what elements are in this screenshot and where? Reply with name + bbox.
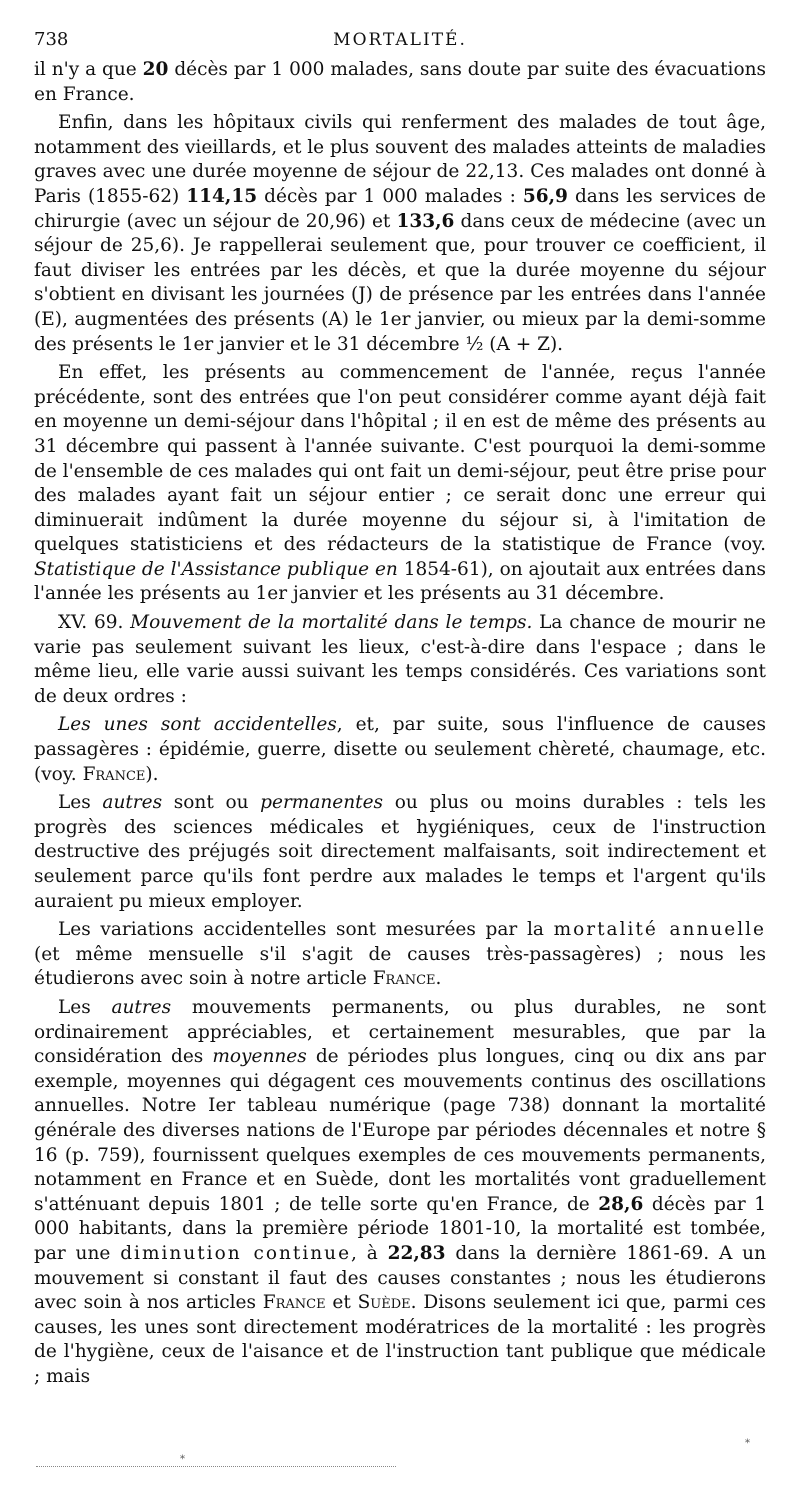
section-title: Mouvement de la mortalité dans le temps. <box>130 612 533 634</box>
footer-dotted-rule <box>36 1466 396 1467</box>
section-heading-paragraph: XV. 69. Mouvement de la mortalité dans le temps. La chance de mourir ne varie pas seulement suivant les lieux, c'est-à-dire dans l'espace ; dans le même lieu, elle varie aussi suivant les temps considérés. Ces variations sont de deux ordres : <box>34 612 766 707</box>
paragraph-5: Les unes sont accidentelles, et, par suite, sous l'influence de causes passagères : épidémie, guerre, disette ou seulement chèreté, chaumage, etc. (voy. France). <box>34 714 767 785</box>
paragraph-6: Les autres sont ou permanentes ou plus ou moins durables : tels les progrès des sciences médicales et hygiéniques, ceux de l'instruction destructive des préjugés soit directement malfaisants, soit indirectement et seulement parce qu'ils font perdre aux malades le temps et l'argent qu'ils auraient pu mieux employer. <box>34 792 766 912</box>
paragraph-1: il n'y a que 20 décès par 1 000 malades, sans doute par suite des évacuations en France. <box>34 59 767 105</box>
footer-mark-left: * <box>180 1454 185 1465</box>
paragraph-7: Les variations accidentelles sont mesurées par la mortalité annuelle (et même mensuelle s'il s'agit de causes très-passagères) ; nous les étudierons avec soin à notre article France. <box>34 919 766 990</box>
page-number: 738 <box>34 29 69 50</box>
running-header <box>34 28 766 54</box>
footer-mark-right: * <box>745 1438 750 1449</box>
running-title: MORTALITÉ. <box>333 30 467 50</box>
paragraph-3: En effet, les présents au commencement de l'année, reçus l'année précédente, sont des entrées que l'on peut considérer comme ayant déjà fait en moyenne un demi-séjour dans l'hôpital ; il en est de même des présents au 31 décembre qui passent à l'année suivante. C'est pourquoi la demi-somme de l'ensemble de ces malades qui ont fait un demi-séjour, peut être prise pour des malades ayant fait un séjour entier ; ce serait donc une erreur qui diminuerait indûment la durée moyenne du séjour si, à l'imitation de quelques statisticiens et des rédacteurs de la statistique de France (voy. Statistique de l'Assistance publique en 1854-61), on ajoutait aux entrées dans l'année les présents au 1er janvier et les présents au 31 décembre. <box>34 362 766 605</box>
paragraph-2: Enfin, dans les hôpitaux civils qui renferment des malades de tout âge, notamment des vieillards, et le plus souvent des malades atteints de maladies graves avec une durée moyenne de séjour de 22,13. Ces malades ont donné à Paris (1855-62) 114,15 décès par 1 000 malades : 56,9 dans les services de chirurgie (avec un séjour de 20,96) et 133,6 dans ceux de médecine (avec un séjour de 25,6). Je rappellerai seulement que, pour trouver ce coefficient, il faut diviser les entrées par les décès, et que la durée moyenne du séjour s'obtient en divisant les journées (J) de présence par les entrées dans l'année (E), augmentées des présents (A) le 1er janvier, ou mieux par la demi-somme des présents le 1er janvier et le 31 décembre ½ (A + Z). <box>34 112 766 355</box>
paragraph-8: Les autres mouvements permanents, ou plus durables, ne sont ordinairement appréciables, et certainement mesurables, que par la considération des moyennes de périodes plus longues, cinq ou dix ans par exemple, moyennes qui dégagent ces mouvements continus des oscillations annuelles. Notre Ier tableau numérique (page 738) donnant la mortalité générale des diverses nations de l'Europe par périodes décennales et notre § 16 (p. 759), fournissent quelques exemples de ces mouvements permanents, notamment en France et en Suède, dont les mortalités vont graduellement s'atténuant depuis 1801 ; de telle sorte qu'en France, de 28,6 décès par 1 000 habitants, dans la première période 1801-10, la mortalité est tombée, par une diminution continue, à 22,83 dans la dernière 1861-69. A un mouvement si constant il faut des causes constantes ; nous les étudierons avec soin à nos articles France et Suède. Disons seulement ici que, parmi ces causes, les unes sont directement modératrices de la mortalité : les progrès de l'hygiène, ceux de l'aisance et de l'instruction tant publique que médicale ; mais <box>34 996 766 1387</box>
